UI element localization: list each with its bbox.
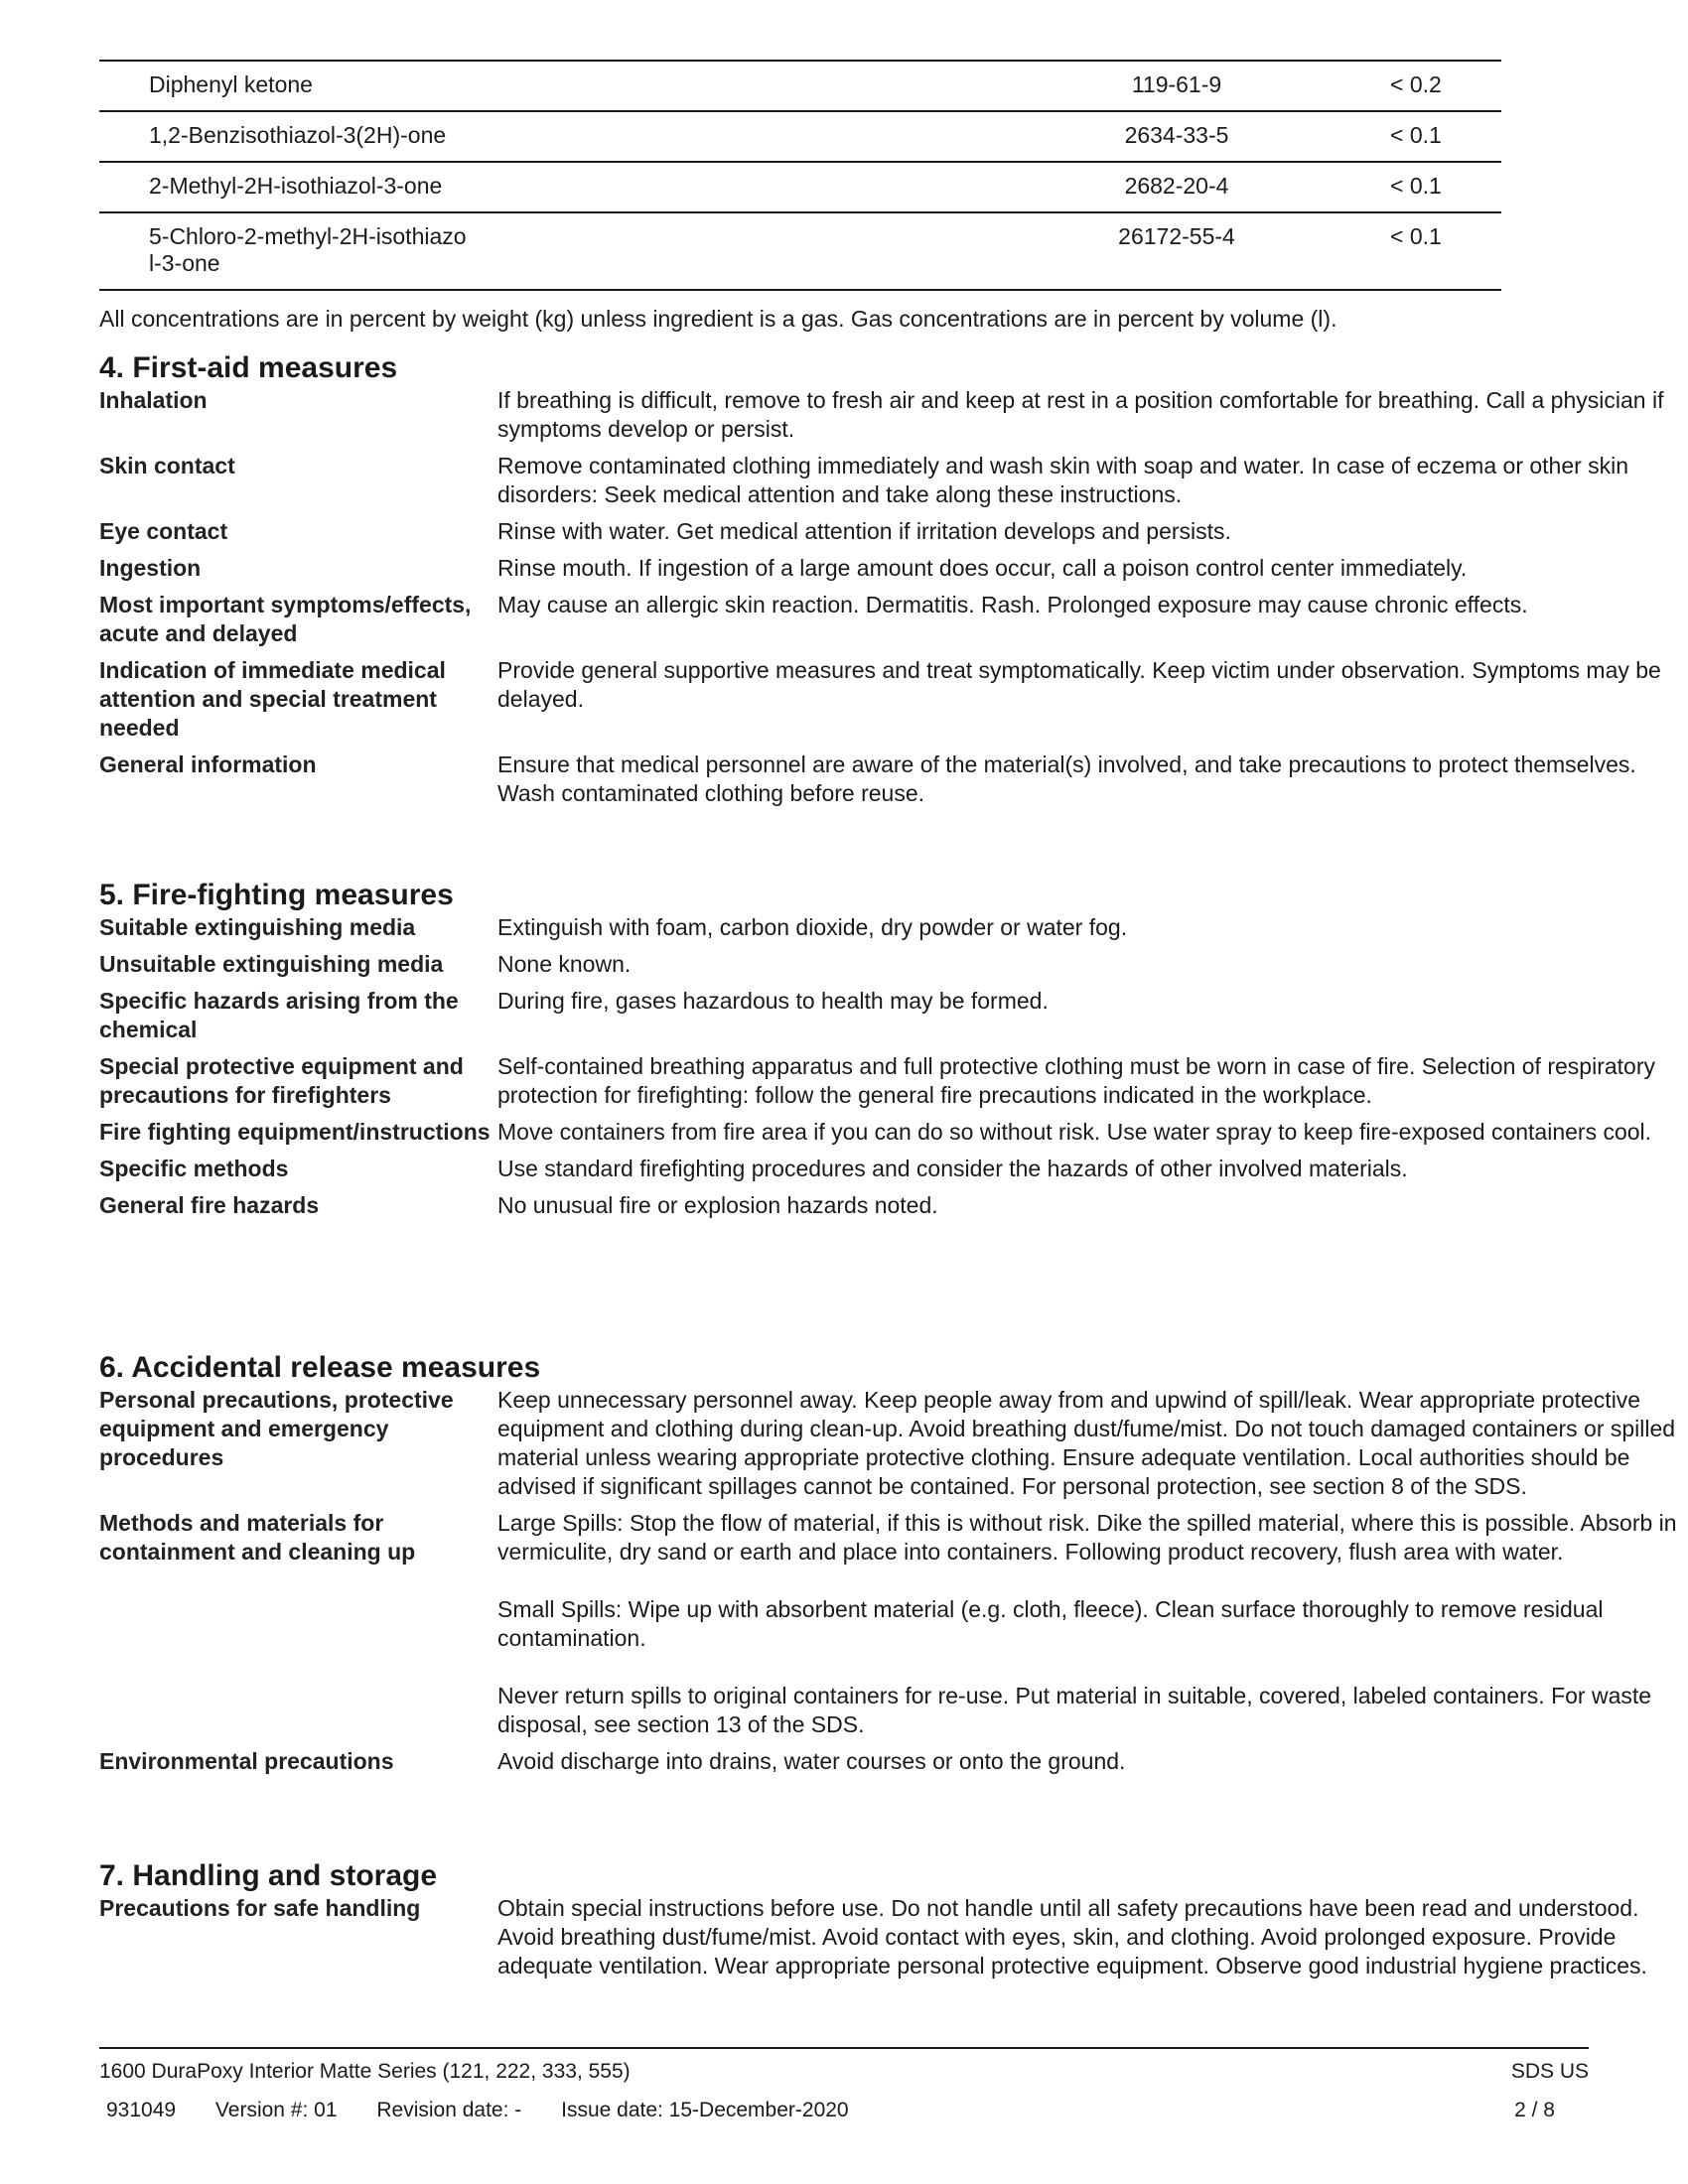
concentration: < 0.1 bbox=[1390, 223, 1442, 249]
field-paragraph: During fire, gases hazardous to health may be formed. bbox=[497, 988, 1049, 1014]
section-title: 5. Fire-fighting measures bbox=[99, 879, 454, 911]
cas-number: 26172-55-4 bbox=[1118, 223, 1235, 249]
section-items bbox=[99, 913, 1655, 1228]
field-value bbox=[497, 1894, 1688, 1980]
document-type: SDS US bbox=[1510, 2060, 1589, 2083]
field-row bbox=[99, 1509, 1677, 1747]
version: Version #: 01 bbox=[214, 2099, 338, 2121]
field-paragraph: Ensure that medical personnel are aware of the material(s) involved, and take precautions to protect themselves. Wash contaminated clothing before reuse. bbox=[497, 751, 1636, 806]
chemical-name: 2-Methyl-2H-isothiazol-3-one bbox=[149, 173, 443, 199]
field-row bbox=[99, 1747, 1589, 1784]
field-label: Specific hazards arising from the chemical bbox=[99, 988, 459, 1042]
field-paragraph: Rinse with water. Get medical attention if irritation develops and persists. bbox=[497, 518, 1231, 544]
field-paragraph: Large Spills: Stop the flow of material, if this is without risk. Dike the spilled material, where this is possible. Absorb in vermiculite, dry sand or earth and place into containers. Following product recovery, flush area with water. bbox=[497, 1510, 1677, 1565]
field-value bbox=[497, 656, 1688, 714]
field-label: Indication of immediate medical attention and special treatment needed bbox=[99, 657, 446, 741]
field-row bbox=[99, 1894, 1647, 1988]
field-paragraph: Keep unnecessary personnel away. Keep people away from and upwind of spill/leak. Wear appropriate protective equipment and clothing during clean-up. Avoid breathing dust/fume/mist. Do not touch damaged containers or spilled material unless wearing appropriate protective clothing. Ensure adequate ventilation. Local authorities should be advised if significant spillages cannot be contained. For personal protection, see section 8 of the SDS. bbox=[497, 1387, 1676, 1499]
ingredients-table bbox=[99, 60, 1501, 291]
field-row bbox=[99, 1155, 1589, 1191]
field-paragraph: No unusual fire or explosion hazards noted. bbox=[497, 1192, 938, 1218]
field-label: General information bbox=[99, 751, 317, 777]
field-label: Eye contact bbox=[99, 518, 228, 544]
field-label: Precautions for safe handling bbox=[99, 1895, 421, 1921]
field-paragraph: Rinse mouth. If ingestion of a large amount does occur, call a poison control center immediately. bbox=[497, 555, 1468, 581]
section-items bbox=[99, 386, 1664, 816]
field-label: Skin contact bbox=[99, 453, 235, 478]
field-label: Methods and materials for containment and cleaning up bbox=[99, 1510, 416, 1565]
field-row bbox=[99, 987, 1589, 1052]
product-name: 1600 DuraPoxy Interior Matte Series (121, 222, 333, 555) bbox=[99, 2060, 631, 2083]
field-row bbox=[99, 656, 1661, 751]
field-label: Inhalation bbox=[99, 387, 208, 413]
field-paragraph: None known. bbox=[497, 951, 632, 977]
field-label: Ingestion bbox=[99, 555, 202, 581]
field-label: Environmental precautions bbox=[99, 1748, 394, 1774]
cas-number: 2682-20-4 bbox=[1124, 173, 1229, 199]
field-paragraph: Move containers from fire area if you can do so without risk. Use water spray to keep fire-exposed containers cool. bbox=[497, 1119, 1652, 1145]
field-row bbox=[99, 950, 1589, 987]
field-value bbox=[497, 591, 1688, 619]
chemical-name: Diphenyl ketone bbox=[149, 71, 313, 97]
field-row bbox=[99, 554, 1589, 591]
field-label: General fire hazards bbox=[99, 1192, 320, 1218]
field-row bbox=[99, 1118, 1652, 1155]
field-value bbox=[497, 950, 1688, 979]
field-paragraph: Never return spills to original containers for re-use. Put material in suitable, covered, labeled containers. For waste disposal, see section 13 of the SDS. bbox=[497, 1683, 1652, 1737]
concentration-note: All concentrations are in percent by weight (kg) unless ingredient is a gas. Gas concentrations are in percent by volume (l). bbox=[99, 306, 1337, 332]
field-row bbox=[99, 751, 1636, 816]
table-row bbox=[99, 161, 1501, 211]
section-items bbox=[99, 1386, 1677, 1784]
issue-date: Issue date: 15-December-2020 bbox=[561, 2099, 849, 2121]
field-label: Fire fighting equipment/instructions bbox=[99, 1119, 491, 1145]
field-label: Suitable extinguishing media bbox=[99, 914, 416, 940]
section-fire-fighting bbox=[99, 878, 1655, 1228]
field-paragraph: Provide general supportive measures and treat symptomatically. Keep victim under observation. Symptoms may be delayed. bbox=[497, 657, 1661, 712]
section-first-aid bbox=[99, 350, 1664, 816]
field-value bbox=[497, 386, 1688, 444]
table-row bbox=[99, 60, 1501, 110]
concentration: < 0.1 bbox=[1390, 122, 1442, 148]
page-number: 2 / 8 bbox=[1514, 2099, 1555, 2121]
field-value bbox=[497, 913, 1688, 942]
field-value bbox=[497, 1191, 1688, 1220]
field-label: Specific methods bbox=[99, 1156, 289, 1181]
section-handling bbox=[99, 1858, 1647, 1988]
field-row bbox=[99, 452, 1629, 517]
field-row bbox=[99, 517, 1589, 554]
chemical-name: 1,2-Benzisothiazol-3(2H)-one bbox=[149, 122, 447, 148]
field-value bbox=[497, 1747, 1688, 1776]
section-items bbox=[99, 1894, 1647, 1988]
field-paragraph: May cause an allergic skin reaction. Dermatitis. Rash. Prolonged exposure may cause chronic effects. bbox=[497, 592, 1528, 617]
field-value bbox=[497, 987, 1688, 1016]
field-paragraph: Self-contained breathing apparatus and full protective clothing must be worn in case of fire. Selection of respiratory protection for firefighting: follow the general fire precautions indicated in the workplace. bbox=[497, 1053, 1655, 1108]
page-footer bbox=[99, 2047, 1589, 2126]
field-row bbox=[99, 591, 1589, 656]
field-value bbox=[497, 1509, 1688, 1739]
field-value bbox=[497, 1118, 1688, 1147]
field-value bbox=[497, 517, 1688, 546]
field-row bbox=[99, 1052, 1655, 1118]
field-label: Personal precautions, protective equipment and emergency procedures bbox=[99, 1387, 454, 1470]
cas-number: 2634-33-5 bbox=[1124, 122, 1229, 148]
field-label: Unsuitable extinguishing media bbox=[99, 951, 444, 977]
field-row bbox=[99, 386, 1664, 452]
field-row bbox=[99, 913, 1589, 950]
field-label: Special protective equipment and precautions for firefighters bbox=[99, 1053, 464, 1108]
section-title: 7. Handling and storage bbox=[99, 1859, 438, 1892]
field-paragraph: If breathing is difficult, remove to fresh air and keep at rest in a position comfortable for breathing. Call a physician if symptoms develop or persist. bbox=[497, 387, 1664, 442]
concentration: < 0.1 bbox=[1390, 173, 1442, 199]
field-value bbox=[497, 554, 1688, 583]
chemical-name: 5-Chloro-2-methyl-2H-isothiazo l-3-one bbox=[149, 223, 467, 276]
cas-number: 119-61-9 bbox=[1131, 71, 1222, 97]
section-title: 4. First-aid measures bbox=[99, 351, 398, 384]
field-value bbox=[497, 452, 1688, 509]
table-row bbox=[99, 211, 1501, 291]
field-paragraph: Use standard firefighting procedures and consider the hazards of other involved materials. bbox=[497, 1156, 1408, 1181]
field-row bbox=[99, 1386, 1676, 1509]
field-paragraph: Small Spills: Wipe up with absorbent material (e.g. cloth, fleece). Clean surface thoroughly to remove residual contamination. bbox=[497, 1596, 1604, 1651]
field-value bbox=[497, 1386, 1688, 1501]
revision-date: Revision date: - bbox=[376, 2099, 522, 2121]
footer-row-bottom bbox=[99, 2088, 1589, 2126]
document-number: 931049 bbox=[106, 2099, 177, 2121]
concentration: < 0.2 bbox=[1390, 71, 1442, 97]
field-label: Most important symptoms/effects, acute and delayed bbox=[99, 592, 472, 646]
section-title: 6. Accidental release measures bbox=[99, 1351, 541, 1384]
field-paragraph: Remove contaminated clothing immediately and wash skin with soap and water. In case of eczema or other skin disorders: Seek medical attention and take along these instructions. bbox=[497, 453, 1629, 507]
table-row bbox=[99, 110, 1501, 161]
field-paragraph: Extinguish with foam, carbon dioxide, dry powder or water fog. bbox=[497, 914, 1128, 940]
footer-row-top bbox=[99, 2049, 1589, 2088]
field-value bbox=[497, 751, 1688, 808]
field-value bbox=[497, 1052, 1688, 1110]
field-value bbox=[497, 1155, 1688, 1183]
field-paragraph: Avoid discharge into drains, water courses or onto the ground. bbox=[497, 1748, 1126, 1774]
field-paragraph: Obtain special instructions before use. Do not handle until all safety precautions have been read and understood. Avoid breathing dust/fume/mist. Avoid contact with eyes, skin, and clothing. Avoid prolonged exposure. Provide adequate ventilation. Wear appropriate personal protective equipment. Observe good industrial hygiene practices. bbox=[497, 1895, 1647, 1979]
field-row bbox=[99, 1191, 1589, 1228]
section-accidental-release bbox=[99, 1350, 1677, 1784]
